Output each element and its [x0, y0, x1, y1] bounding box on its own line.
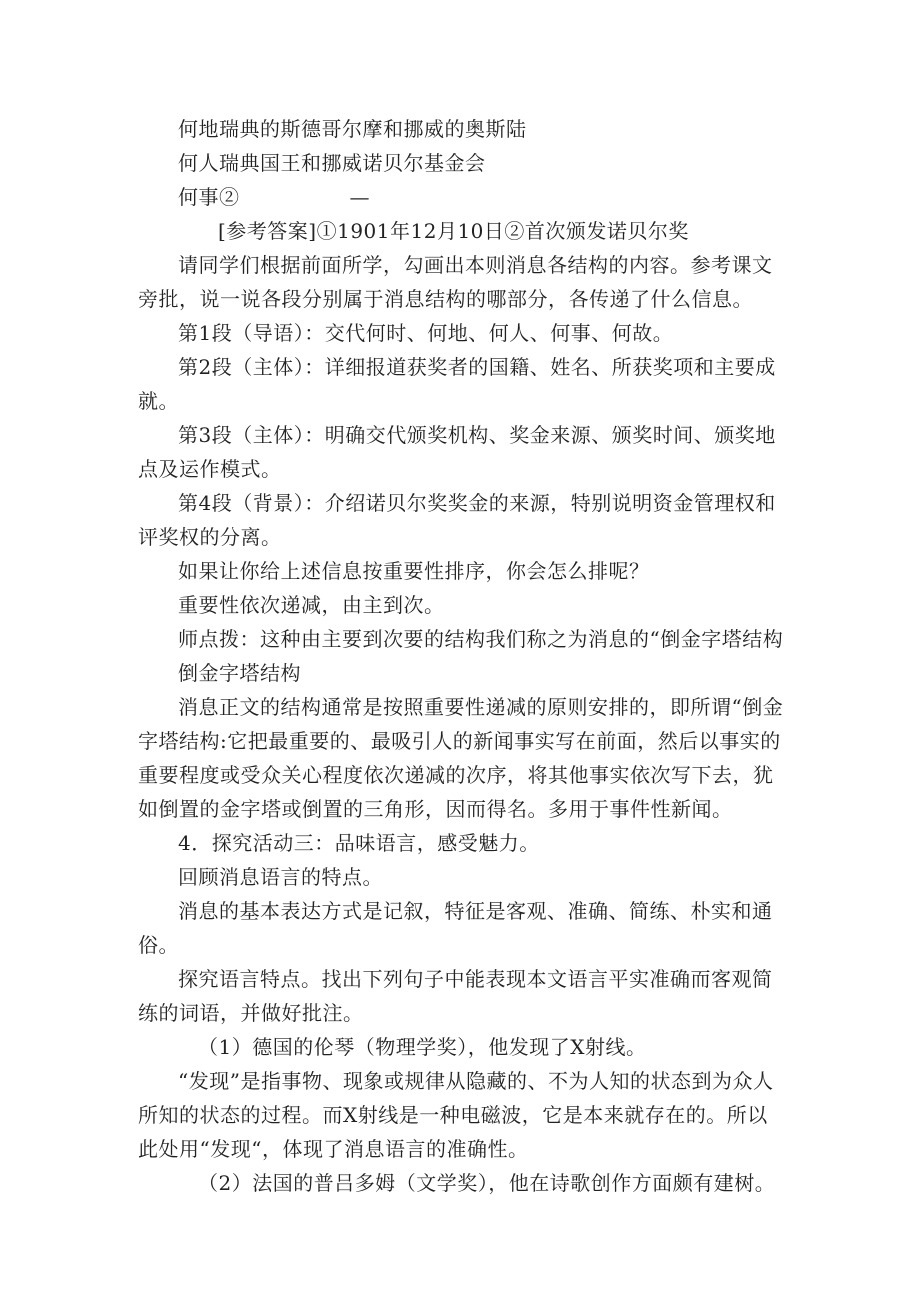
paragraph-section-2: 第2段（主体）：详细报道获奖者的国籍、姓名、所获奖项和主要成就。	[138, 355, 776, 413]
document-body	[138, 112, 788, 1200]
paragraph-explore: 探究语言特点。找出下列句子中能表现本文语言平实准确而客观简练的词语，并做好批注。	[138, 967, 773, 1025]
paragraph-task: 请同学们根据前面所学，勾画出本则消息各结构的内容。参考课文旁批，说一说各段分别属于消息结构的哪部分，各传递了什么信息。	[138, 253, 773, 311]
paragraph-review: 回顾消息语言的特点。	[178, 865, 383, 889]
paragraph-section-4: 第4段（背景）：介绍诺贝尔奖奖金的来源，特别说明资金管理权和评奖权的分离。	[138, 491, 776, 549]
paragraph-section-1: 第1段（导语）：交代何时、何地、何人、何事、何故。	[178, 321, 674, 345]
paragraph-answer: 重要性依次递减，由主到次。	[178, 593, 445, 617]
paragraph-teacher-note: 师点拨：这种由主要到次要的结构我们称之为消息的“倒金字塔结构	[178, 627, 784, 651]
paragraph-activity-3: 4．探究活动三：品味语言，感受魅力。	[178, 831, 540, 855]
what-label: 何事②	[178, 185, 240, 209]
paragraph-where: 何地瑞典的斯德哥尔摩和挪威的奥斯陆	[178, 117, 527, 141]
paragraph-what	[138, 180, 788, 214]
example-1: （1）德国的伦琴（物理学奖），他发现了X射线。	[198, 1035, 647, 1059]
paragraph-language-features: 消息的基本表达方式是记叙，特征是客观、准确、简练、朴实和通俗。	[138, 899, 773, 957]
example-2: （2）法国的普吕多姆（文学奖），他在诗歌创作方面颇有建树。	[198, 1171, 776, 1195]
paragraph-example-1-note: “发现”是指事物、现象或规律从隐藏的、不为人知的状态到为众人所知的状态的过程。而X射线是一种电磁波，它是本来就存在的。所以此处用“发现“，体现了消息语言的准确性。	[138, 1069, 774, 1161]
paragraph-pyramid-explanation: 消息正文的结构通常是按照重要性递减的原则安排的，即所谓“倒金字塔结构:它把最重要的、最吸引人的新闻事实写在前面，然后以事实的重要程度或受众关心程度依次递减的次序，将其他事实依次写下去，犹如倒置的金字塔或倒置的三角形，因而得名。多用于事件性新闻。	[138, 695, 784, 821]
paragraph-question: 如果让你给上述信息按重要性排序，你会怎么排呢？	[178, 559, 650, 583]
paragraph-heading: 倒金字塔结构	[178, 661, 301, 685]
reference-answer: [参考答案]①1901年12月10日②首次颁发诺贝尔奖	[218, 219, 689, 243]
what-dash: —	[349, 185, 370, 209]
paragraph-section-3: 第3段（主体）：明确交代颁奖机构、奖金来源、颁奖时间、颁奖地点及运作模式。	[138, 423, 776, 481]
paragraph-who: 何人瑞典国王和挪威诺贝尔基金会	[178, 151, 486, 175]
